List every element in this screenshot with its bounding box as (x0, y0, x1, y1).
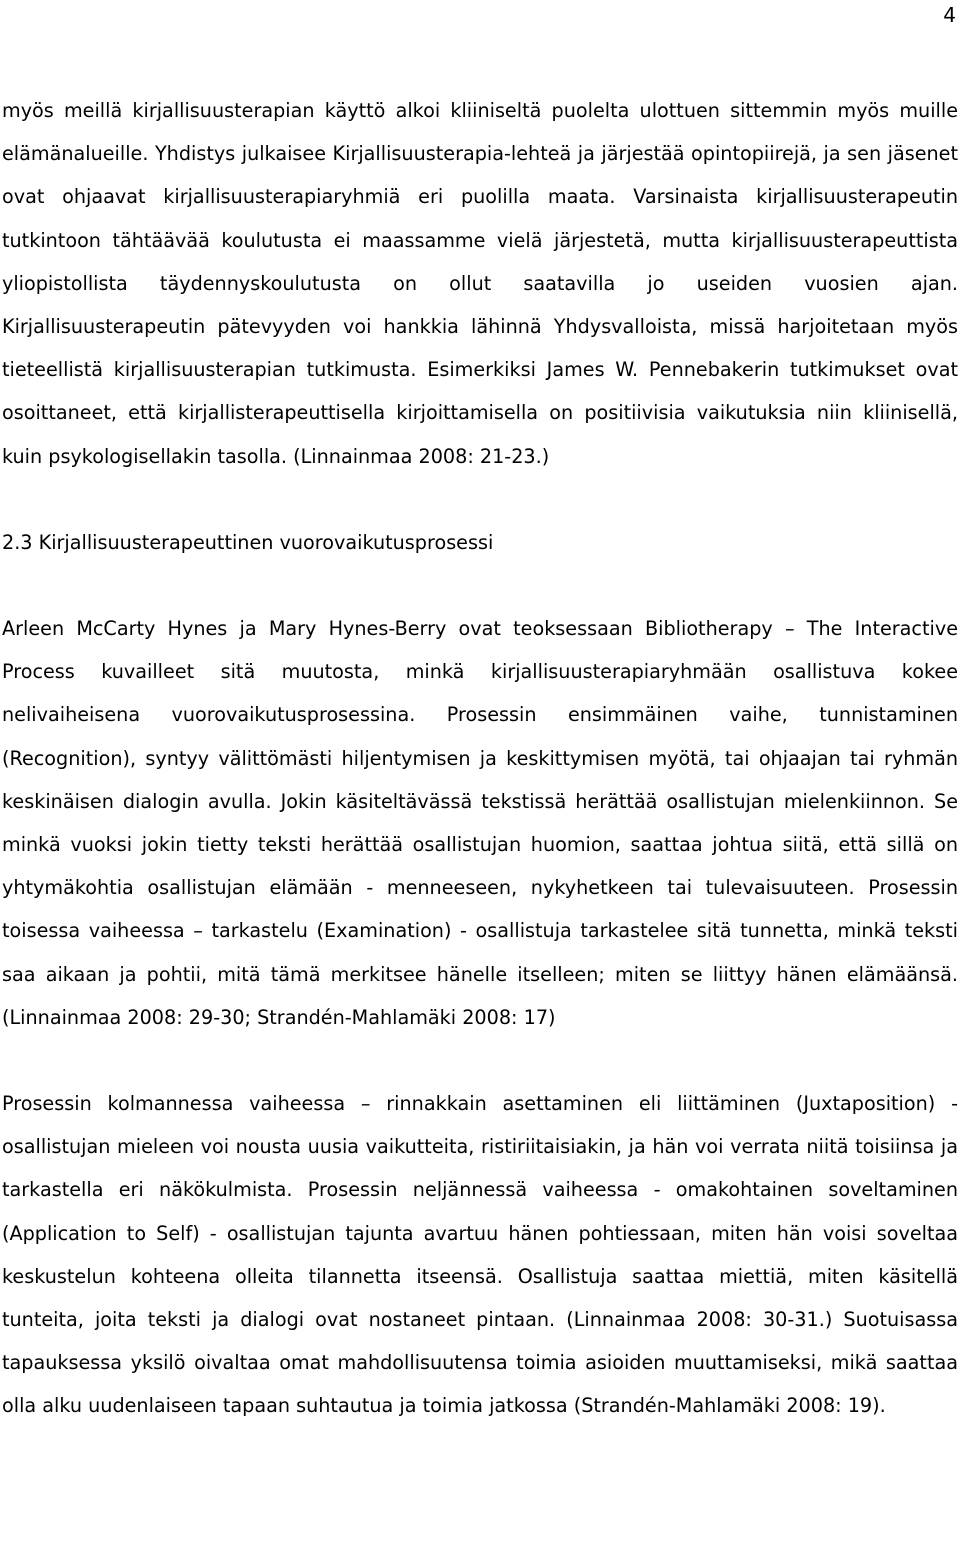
paragraph-process-stages-3-4: Prosessin kolmannessa vaiheessa – rinnakkain asettaminen eli liittäminen (Juxtaposition) - osallistujan mieleen voi nousta uusia vaikutteita, ristiriitaisiakin, ja hän voi verrata niitä toisiinsa ja tarkastella eri näkökulmista. Prosessin neljännessä vaiheessa - omakohtainen soveltaminen (Application to Self) - osallistujan tajunta avartuu hänen pohtiessaan, miten hän voisi soveltaa keskustelun kohteena olleita tilannetta itseensä. Osallistuja saattaa miettiä, miten käsitellä tunteita, joita teksti ja dialogi ovat nostaneet pintaan. (Linnainmaa 2008: 30-31.) Suotuisassa tapauksessa yksilö oivaltaa omat mahdollisuutensa toimia asioiden muuttamiseksi, mikä saattaa olla alku uudenlaiseen tapaan suhtautua ja toimia jatkossa (Strandén-Mahlamäki 2008: 19). (2, 1092, 958, 1418)
paragraph-process-stages-1-2: Arleen McCarty Hynes ja Mary Hynes-Berry ovat teoksessaan Bibliotherapy – The Interactive Process kuvailleet sitä muutosta, minkä kirjallisuusterapiaryhmään osallistuva kokee nelivaiheisena vuorovaikutusprosessina. Prosessin ensimmäinen vaihe, tunnistaminen (Recognition), syntyy välittömästi hiljentymisen ja keskittymisen myötä, tai ohjaajan tai ryhmän keskinäisen dialogin avulla. Jokin käsiteltävässä tekstissä herättää osallistujan mielenkiinnon. Se minkä vuoksi jokin tietty teksti herättää osallistujan huomion, saattaa johtua siitä, että sillä on yhtymäkohtia osallistujan elämään - menneeseen, nykyhetkeen tai tulevaisuuteen. Prosessin toisessa vaiheessa – tarkastelu (Examination) - osallistuja tarkastelee sitä tunnetta, minkä teksti saa aikaan ja pohtii, mitä tämä merkitsee hänelle itselleen; miten se liittyy hänen elämäänsä. (Linnainmaa 2008: 29-30; Strandén-Mahlamäki 2008: 17) (2, 617, 958, 1029)
spacer (2, 478, 958, 521)
spacer (2, 1039, 958, 1082)
spacer (2, 564, 958, 607)
document-body (2, 89, 958, 1428)
paragraph-intro-continued: myös meillä kirjallisuusterapian käyttö alkoi kliiniseltä puolelta ulottuen sittemmin myös muille elämänalueille. Yhdistys julkaisee Kirjallisuusterapia-lehteä ja järjestää opintopiirejä, ja sen jäsenet ovat ohjaavat kirjallisuusterapiaryhmiä eri puolilla maata. Varsinaista kirjallisuusterapeutin tutkintoon tähtäävää koulutusta ei maassamme vielä järjestetä, mutta kirjallisuusterapeuttista yliopistollista täydennyskoulutusta on ollut saatavilla jo useiden vuosien ajan. Kirjallisuusterapeutin pätevyyden voi hankkia lähinnä Yhdysvalloista, missä harjoitetaan myös tieteellistä kirjallisuusterapian tutkimusta. Esimerkiksi James W. Pennebakerin tutkimukset ovat osoittaneet, että kirjallisterapeuttisella kirjoittamisella on positiivisia vaikutuksia niin kliinisellä, kuin psykologisellakin tasolla. (Linnainmaa 2008: 21-23.) (2, 99, 958, 468)
page-number: 4 (943, 3, 956, 27)
section-heading: 2.3 Kirjallisuusterapeuttinen vuorovaikutusprosessi (2, 530, 494, 554)
